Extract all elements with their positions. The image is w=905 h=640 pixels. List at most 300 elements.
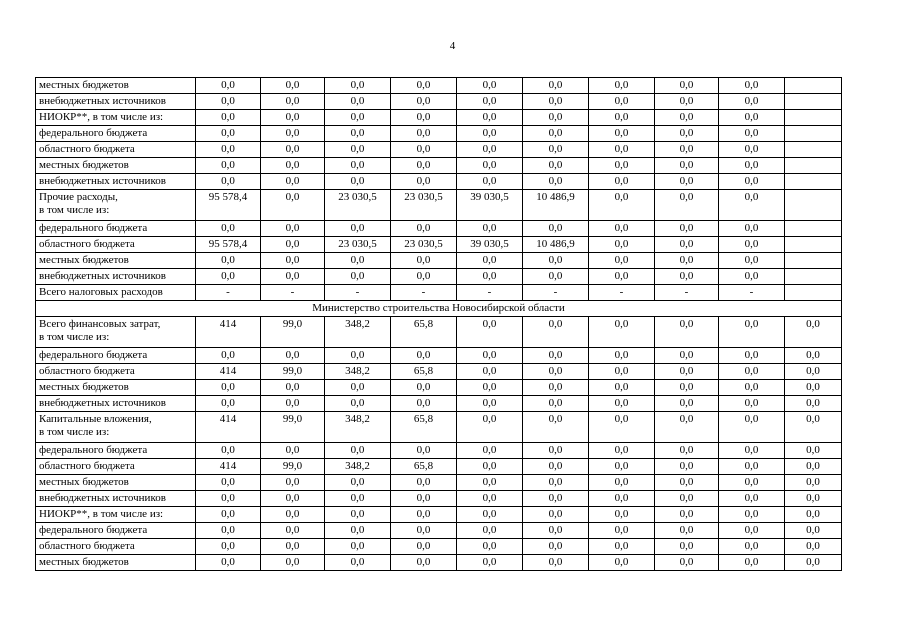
value-cell: 0,0 xyxy=(523,396,589,412)
value-cell: 0,0 xyxy=(325,475,391,491)
value-cell xyxy=(785,269,842,285)
value-cell: 0,0 xyxy=(655,459,719,475)
table-row xyxy=(36,539,842,555)
value-cell: 0,0 xyxy=(457,221,523,237)
value-cell: 0,0 xyxy=(261,237,325,253)
value-cell: 0,0 xyxy=(655,190,719,221)
row-label: местных бюджетов xyxy=(36,380,196,396)
value-cell: 0,0 xyxy=(719,78,785,94)
value-cell: 0,0 xyxy=(457,253,523,269)
value-cell xyxy=(785,285,842,301)
value-cell: 0,0 xyxy=(589,269,655,285)
value-cell: 99,0 xyxy=(261,364,325,380)
value-cell: 0,0 xyxy=(589,94,655,110)
value-cell: 0,0 xyxy=(785,380,842,396)
value-cell: 0,0 xyxy=(589,110,655,126)
value-cell: 0,0 xyxy=(589,348,655,364)
value-cell: 0,0 xyxy=(719,475,785,491)
value-cell: 0,0 xyxy=(655,253,719,269)
value-cell: 0,0 xyxy=(589,221,655,237)
value-cell: 0,0 xyxy=(655,78,719,94)
value-cell: 0,0 xyxy=(589,364,655,380)
value-cell: 0,0 xyxy=(391,539,457,555)
row-label: внебюджетных источников xyxy=(36,174,196,190)
value-cell: 0,0 xyxy=(523,475,589,491)
value-cell: 0,0 xyxy=(523,380,589,396)
value-cell: 0,0 xyxy=(196,380,261,396)
value-cell: 0,0 xyxy=(785,412,842,443)
value-cell: 0,0 xyxy=(655,174,719,190)
value-cell: 0,0 xyxy=(391,475,457,491)
value-cell: 0,0 xyxy=(719,94,785,110)
row-label-line-2: в том числе из: xyxy=(39,204,110,216)
value-cell: 0,0 xyxy=(655,221,719,237)
value-cell: 65,8 xyxy=(391,459,457,475)
value-cell xyxy=(785,174,842,190)
value-cell: 0,0 xyxy=(261,142,325,158)
value-cell: 0,0 xyxy=(261,539,325,555)
table-row xyxy=(36,491,842,507)
value-cell: 0,0 xyxy=(261,523,325,539)
value-cell: 0,0 xyxy=(589,126,655,142)
value-cell: - xyxy=(457,285,523,301)
value-cell: 0,0 xyxy=(719,523,785,539)
table-row xyxy=(36,285,842,301)
table-row xyxy=(36,94,842,110)
value-cell: 0,0 xyxy=(719,539,785,555)
value-cell: 0,0 xyxy=(655,475,719,491)
table-row xyxy=(36,412,842,443)
row-label: федерального бюджета xyxy=(36,443,196,459)
value-cell: 0,0 xyxy=(391,94,457,110)
value-cell: 0,0 xyxy=(523,142,589,158)
section-header-row xyxy=(36,301,842,317)
row-label: Всего налоговых расходов xyxy=(36,285,196,301)
value-cell: 0,0 xyxy=(196,507,261,523)
value-cell: 0,0 xyxy=(325,539,391,555)
value-cell: 414 xyxy=(196,317,261,348)
row-label: НИОКР**, в том числе из: xyxy=(36,507,196,523)
value-cell: 0,0 xyxy=(325,78,391,94)
table-row xyxy=(36,158,842,174)
value-cell: 0,0 xyxy=(589,555,655,571)
value-cell: 0,0 xyxy=(391,78,457,94)
value-cell: 23 030,5 xyxy=(391,190,457,221)
value-cell: 348,2 xyxy=(325,412,391,443)
value-cell: 0,0 xyxy=(523,253,589,269)
value-cell: 0,0 xyxy=(655,412,719,443)
value-cell: 0,0 xyxy=(196,253,261,269)
value-cell: 0,0 xyxy=(196,475,261,491)
value-cell: 0,0 xyxy=(719,443,785,459)
value-cell: 0,0 xyxy=(391,507,457,523)
value-cell: 0,0 xyxy=(719,221,785,237)
table-row xyxy=(36,110,842,126)
value-cell: 0,0 xyxy=(196,174,261,190)
value-cell: 0,0 xyxy=(457,523,523,539)
value-cell: 0,0 xyxy=(196,269,261,285)
value-cell: 0,0 xyxy=(785,443,842,459)
value-cell: 0,0 xyxy=(261,269,325,285)
value-cell: 0,0 xyxy=(523,110,589,126)
value-cell: 0,0 xyxy=(391,158,457,174)
value-cell: 23 030,5 xyxy=(325,190,391,221)
value-cell: 0,0 xyxy=(589,237,655,253)
value-cell: 0,0 xyxy=(457,491,523,507)
row-label-line-1: Капитальные вложения, xyxy=(39,413,152,425)
value-cell: 0,0 xyxy=(196,348,261,364)
table-row xyxy=(36,269,842,285)
value-cell: 0,0 xyxy=(325,158,391,174)
value-cell: 0,0 xyxy=(391,253,457,269)
value-cell: 0,0 xyxy=(457,459,523,475)
value-cell: - xyxy=(655,285,719,301)
value-cell xyxy=(785,110,842,126)
value-cell: 0,0 xyxy=(325,142,391,158)
value-cell: 65,8 xyxy=(391,364,457,380)
value-cell: 0,0 xyxy=(655,491,719,507)
value-cell: 348,2 xyxy=(325,317,391,348)
value-cell: 0,0 xyxy=(719,555,785,571)
value-cell: 0,0 xyxy=(457,94,523,110)
value-cell: 0,0 xyxy=(196,126,261,142)
value-cell: 0,0 xyxy=(589,523,655,539)
value-cell: 0,0 xyxy=(261,507,325,523)
table-row xyxy=(36,142,842,158)
value-cell: 414 xyxy=(196,364,261,380)
value-cell: 0,0 xyxy=(785,317,842,348)
value-cell: 0,0 xyxy=(523,412,589,443)
table-row xyxy=(36,555,842,571)
value-cell: 0,0 xyxy=(391,380,457,396)
table-row xyxy=(36,237,842,253)
value-cell: 0,0 xyxy=(325,443,391,459)
row-label: федерального бюджета xyxy=(36,348,196,364)
value-cell: 0,0 xyxy=(785,555,842,571)
value-cell: 0,0 xyxy=(196,491,261,507)
value-cell: 0,0 xyxy=(457,539,523,555)
value-cell: 0,0 xyxy=(719,158,785,174)
value-cell: 0,0 xyxy=(325,507,391,523)
value-cell: 0,0 xyxy=(785,475,842,491)
value-cell: 0,0 xyxy=(785,539,842,555)
value-cell: 414 xyxy=(196,459,261,475)
value-cell: - xyxy=(261,285,325,301)
table-row xyxy=(36,475,842,491)
value-cell xyxy=(785,190,842,221)
value-cell: 0,0 xyxy=(196,221,261,237)
table-row xyxy=(36,348,842,364)
budget-table xyxy=(35,77,842,571)
row-label xyxy=(36,190,196,221)
value-cell: 0,0 xyxy=(719,126,785,142)
value-cell: 0,0 xyxy=(589,412,655,443)
table-row xyxy=(36,523,842,539)
value-cell: - xyxy=(719,285,785,301)
table-row xyxy=(36,190,842,221)
page-number: 4 xyxy=(449,40,456,52)
value-cell: 95 578,4 xyxy=(196,237,261,253)
value-cell: 0,0 xyxy=(523,158,589,174)
value-cell: 0,0 xyxy=(261,396,325,412)
table-row xyxy=(36,443,842,459)
value-cell: 0,0 xyxy=(523,94,589,110)
value-cell: 0,0 xyxy=(719,190,785,221)
value-cell: 0,0 xyxy=(655,269,719,285)
value-cell: 0,0 xyxy=(655,94,719,110)
value-cell xyxy=(785,237,842,253)
value-cell: 0,0 xyxy=(655,523,719,539)
value-cell: 0,0 xyxy=(785,459,842,475)
value-cell: 0,0 xyxy=(325,491,391,507)
row-label: местных бюджетов xyxy=(36,158,196,174)
value-cell: 0,0 xyxy=(457,110,523,126)
value-cell: 0,0 xyxy=(196,158,261,174)
value-cell: 0,0 xyxy=(196,523,261,539)
value-cell: 23 030,5 xyxy=(325,237,391,253)
value-cell: 0,0 xyxy=(325,269,391,285)
value-cell: 0,0 xyxy=(719,110,785,126)
value-cell: 0,0 xyxy=(655,539,719,555)
table-row xyxy=(36,126,842,142)
value-cell: 0,0 xyxy=(589,253,655,269)
value-cell: 0,0 xyxy=(261,110,325,126)
value-cell: 0,0 xyxy=(719,317,785,348)
value-cell: 0,0 xyxy=(196,396,261,412)
value-cell: 0,0 xyxy=(785,396,842,412)
value-cell: 0,0 xyxy=(325,523,391,539)
value-cell: 0,0 xyxy=(719,348,785,364)
value-cell: 0,0 xyxy=(196,142,261,158)
row-label: областного бюджета xyxy=(36,459,196,475)
value-cell xyxy=(785,94,842,110)
value-cell: 65,8 xyxy=(391,412,457,443)
row-label: федерального бюджета xyxy=(36,221,196,237)
value-cell: 0,0 xyxy=(589,539,655,555)
value-cell xyxy=(785,158,842,174)
row-label: федерального бюджета xyxy=(36,523,196,539)
row-label: областного бюджета xyxy=(36,142,196,158)
value-cell: 0,0 xyxy=(457,475,523,491)
value-cell: 0,0 xyxy=(719,253,785,269)
value-cell: 0,0 xyxy=(325,221,391,237)
value-cell: 0,0 xyxy=(719,459,785,475)
value-cell: 10 486,9 xyxy=(523,237,589,253)
value-cell: 0,0 xyxy=(391,110,457,126)
value-cell: - xyxy=(196,285,261,301)
value-cell: 0,0 xyxy=(196,555,261,571)
value-cell: 0,0 xyxy=(457,555,523,571)
value-cell: 0,0 xyxy=(719,396,785,412)
value-cell: 99,0 xyxy=(261,317,325,348)
value-cell: 0,0 xyxy=(589,78,655,94)
value-cell: 0,0 xyxy=(261,126,325,142)
value-cell xyxy=(785,126,842,142)
value-cell: 0,0 xyxy=(196,78,261,94)
value-cell: 39 030,5 xyxy=(457,190,523,221)
value-cell: 0,0 xyxy=(325,174,391,190)
value-cell: 99,0 xyxy=(261,412,325,443)
value-cell: 0,0 xyxy=(391,396,457,412)
row-label: внебюджетных источников xyxy=(36,396,196,412)
row-label xyxy=(36,317,196,348)
value-cell: 0,0 xyxy=(391,269,457,285)
value-cell: 0,0 xyxy=(391,523,457,539)
value-cell: 0,0 xyxy=(589,190,655,221)
value-cell: 0,0 xyxy=(261,555,325,571)
value-cell: 0,0 xyxy=(325,396,391,412)
value-cell: 0,0 xyxy=(457,364,523,380)
value-cell: 0,0 xyxy=(589,443,655,459)
value-cell: 0,0 xyxy=(523,126,589,142)
value-cell: 0,0 xyxy=(391,142,457,158)
value-cell: 0,0 xyxy=(655,507,719,523)
value-cell: 0,0 xyxy=(261,443,325,459)
value-cell: 99,0 xyxy=(261,459,325,475)
value-cell: 348,2 xyxy=(325,364,391,380)
value-cell: 0,0 xyxy=(457,126,523,142)
value-cell: 0,0 xyxy=(589,317,655,348)
value-cell: - xyxy=(523,285,589,301)
value-cell xyxy=(785,221,842,237)
value-cell: 0,0 xyxy=(523,364,589,380)
row-label: местных бюджетов xyxy=(36,78,196,94)
value-cell: 0,0 xyxy=(261,78,325,94)
value-cell: 0,0 xyxy=(589,174,655,190)
value-cell: 0,0 xyxy=(391,221,457,237)
value-cell xyxy=(785,253,842,269)
value-cell: 0,0 xyxy=(655,110,719,126)
value-cell: 0,0 xyxy=(261,190,325,221)
value-cell: 0,0 xyxy=(589,158,655,174)
value-cell: 0,0 xyxy=(589,459,655,475)
value-cell: 0,0 xyxy=(325,348,391,364)
row-label: областного бюджета xyxy=(36,237,196,253)
row-label: внебюджетных источников xyxy=(36,269,196,285)
value-cell: 0,0 xyxy=(457,78,523,94)
value-cell: 0,0 xyxy=(719,237,785,253)
value-cell xyxy=(785,78,842,94)
row-label: местных бюджетов xyxy=(36,253,196,269)
value-cell: 0,0 xyxy=(655,317,719,348)
row-label: НИОКР**, в том числе из: xyxy=(36,110,196,126)
value-cell: 0,0 xyxy=(655,555,719,571)
table-row xyxy=(36,174,842,190)
value-cell: 0,0 xyxy=(261,491,325,507)
row-label: местных бюджетов xyxy=(36,475,196,491)
value-cell: 0,0 xyxy=(589,396,655,412)
value-cell: 0,0 xyxy=(196,539,261,555)
value-cell: 0,0 xyxy=(655,443,719,459)
value-cell: 0,0 xyxy=(655,158,719,174)
value-cell: 0,0 xyxy=(457,380,523,396)
value-cell: 0,0 xyxy=(523,221,589,237)
table-row xyxy=(36,253,842,269)
value-cell: 0,0 xyxy=(523,443,589,459)
value-cell: 0,0 xyxy=(261,475,325,491)
value-cell: 0,0 xyxy=(325,110,391,126)
value-cell: 23 030,5 xyxy=(391,237,457,253)
value-cell: 0,0 xyxy=(457,348,523,364)
value-cell: 0,0 xyxy=(719,174,785,190)
value-cell: 0,0 xyxy=(523,507,589,523)
value-cell: 0,0 xyxy=(325,555,391,571)
value-cell: 0,0 xyxy=(325,94,391,110)
value-cell: 0,0 xyxy=(523,174,589,190)
value-cell: 0,0 xyxy=(261,158,325,174)
value-cell: 0,0 xyxy=(325,380,391,396)
value-cell: 0,0 xyxy=(261,380,325,396)
value-cell: 0,0 xyxy=(391,555,457,571)
value-cell: 0,0 xyxy=(523,459,589,475)
value-cell: 0,0 xyxy=(457,443,523,459)
value-cell: 0,0 xyxy=(261,253,325,269)
value-cell: 0,0 xyxy=(523,317,589,348)
value-cell: 0,0 xyxy=(196,110,261,126)
value-cell: 0,0 xyxy=(523,539,589,555)
value-cell: 95 578,4 xyxy=(196,190,261,221)
row-label xyxy=(36,412,196,443)
value-cell: 0,0 xyxy=(523,78,589,94)
value-cell: 0,0 xyxy=(589,380,655,396)
value-cell: 0,0 xyxy=(457,412,523,443)
value-cell: 0,0 xyxy=(261,221,325,237)
value-cell: 0,0 xyxy=(655,142,719,158)
value-cell: - xyxy=(325,285,391,301)
row-label: федерального бюджета xyxy=(36,126,196,142)
value-cell: 0,0 xyxy=(523,348,589,364)
value-cell: 0,0 xyxy=(785,348,842,364)
table-row xyxy=(36,396,842,412)
table-row xyxy=(36,78,842,94)
value-cell: 39 030,5 xyxy=(457,237,523,253)
value-cell: 0,0 xyxy=(457,174,523,190)
value-cell: 0,0 xyxy=(391,443,457,459)
value-cell: 0,0 xyxy=(719,142,785,158)
value-cell: 0,0 xyxy=(655,126,719,142)
value-cell: 0,0 xyxy=(655,380,719,396)
value-cell: 0,0 xyxy=(261,348,325,364)
value-cell: 0,0 xyxy=(457,142,523,158)
value-cell: 0,0 xyxy=(785,491,842,507)
value-cell: 0,0 xyxy=(391,348,457,364)
value-cell: 0,0 xyxy=(261,94,325,110)
value-cell: 0,0 xyxy=(457,396,523,412)
value-cell: 0,0 xyxy=(589,142,655,158)
value-cell: 0,0 xyxy=(589,491,655,507)
value-cell xyxy=(785,142,842,158)
value-cell: 65,8 xyxy=(391,317,457,348)
value-cell: 0,0 xyxy=(655,237,719,253)
table-row xyxy=(36,380,842,396)
value-cell: 0,0 xyxy=(325,126,391,142)
value-cell: 0,0 xyxy=(655,364,719,380)
value-cell: 0,0 xyxy=(785,523,842,539)
value-cell: 0,0 xyxy=(196,94,261,110)
table-row xyxy=(36,317,842,348)
value-cell: 0,0 xyxy=(325,253,391,269)
row-label-line-2: в том числе из: xyxy=(39,331,110,343)
row-label-line-1: Всего финансовых затрат, xyxy=(39,318,161,330)
value-cell: 0,0 xyxy=(523,491,589,507)
row-label: областного бюджета xyxy=(36,539,196,555)
value-cell: 0,0 xyxy=(719,507,785,523)
value-cell: 0,0 xyxy=(457,507,523,523)
row-label: внебюджетных источников xyxy=(36,94,196,110)
value-cell: 0,0 xyxy=(655,348,719,364)
table-row xyxy=(36,459,842,475)
value-cell: 0,0 xyxy=(589,507,655,523)
